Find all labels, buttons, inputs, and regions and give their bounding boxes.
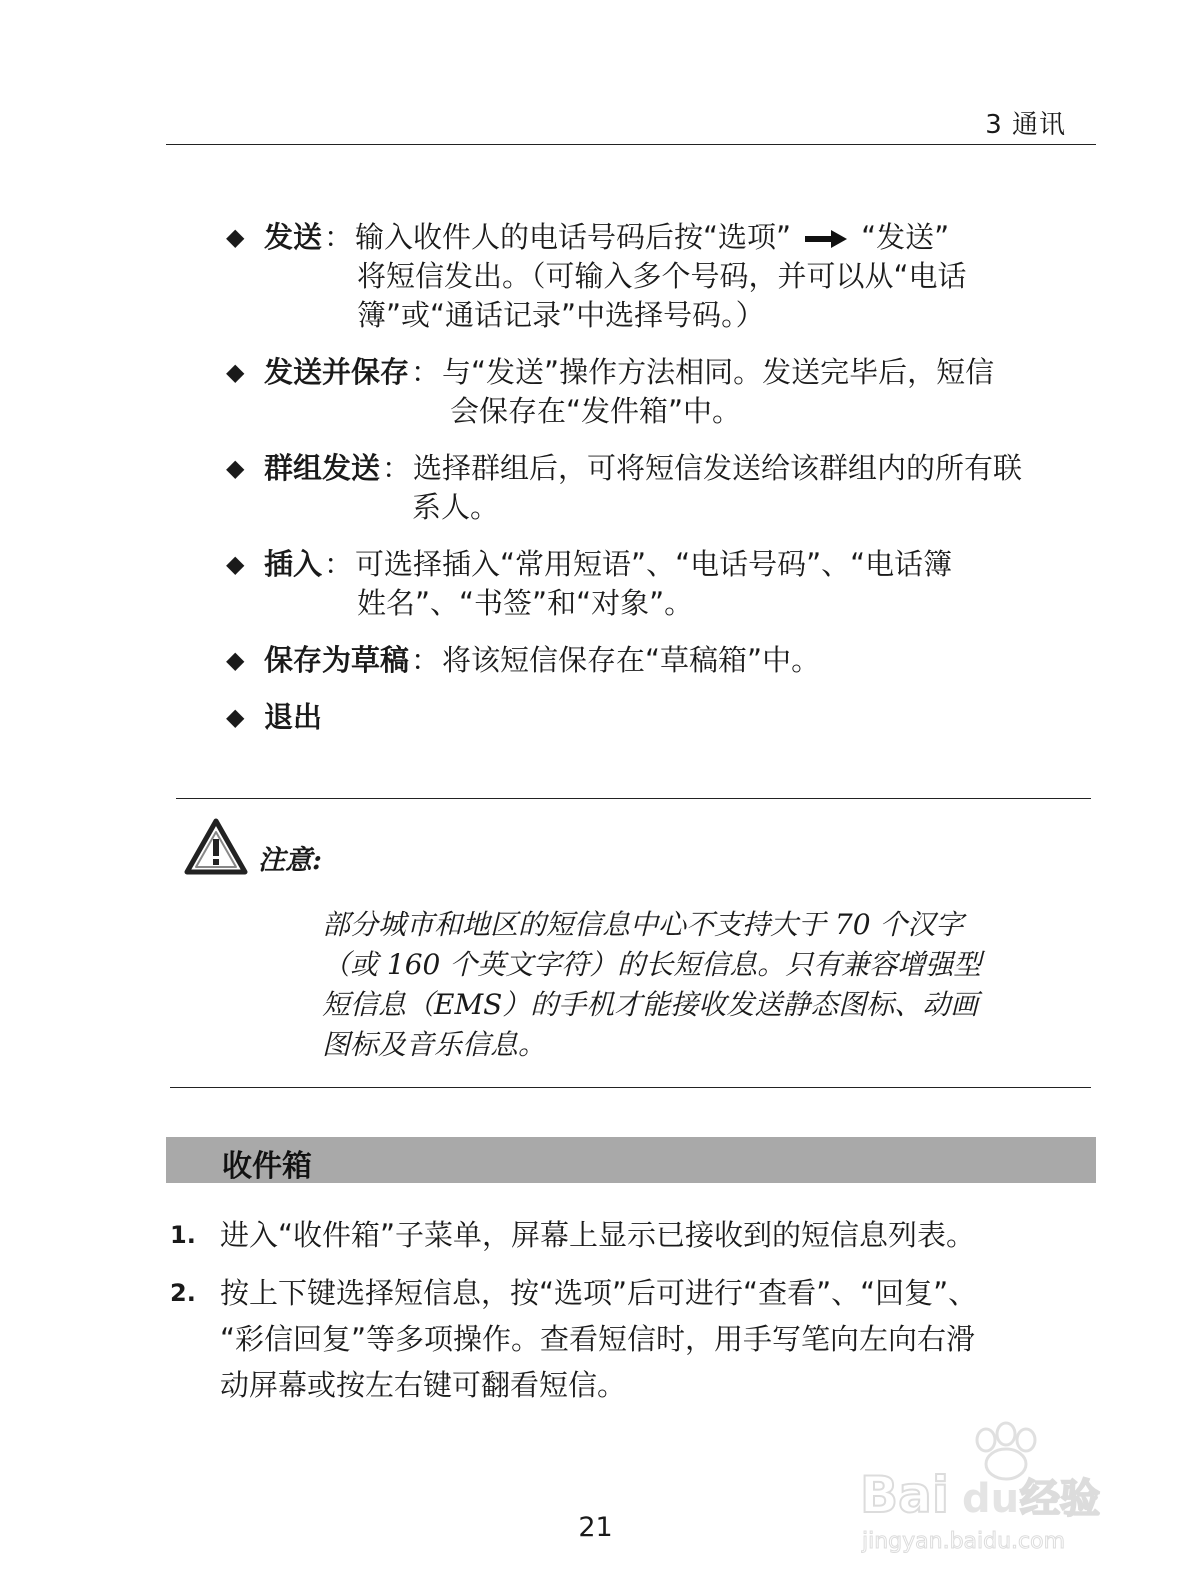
note-line: （或 160 个英文字符）的长短信息。只有兼容增强型 <box>322 948 982 981</box>
option-desc-line: 将短信发出。（可输入多个号码，并可以从“电话 <box>357 259 967 293</box>
option-desc: “发送” <box>861 220 950 254</box>
list-item-step-1 <box>170 1212 1090 1258</box>
option-term: 发送 <box>264 220 323 254</box>
option-desc-line: 簿”或“通话记录”中选择号码。） <box>357 298 765 332</box>
option-list <box>226 218 1096 737</box>
step-text <box>220 1212 1090 1258</box>
note-line: 短信息（EMS）的手机才能接收发送静态图标、动画 <box>322 988 979 1021</box>
option-desc: 可选择插入“常用短语”、“电话号码”、“电话簿 <box>355 547 953 581</box>
step-line: 进入“收件箱”子菜单，屏幕上显示已接收到的短信息列表。 <box>220 1218 976 1252</box>
page-number: 21 <box>578 1512 613 1543</box>
section-header-bar <box>166 1137 1096 1183</box>
diamond-bullet-icon: ◆ <box>226 646 245 674</box>
list-item-step-2 <box>170 1270 1090 1408</box>
list-item-send <box>226 218 1096 335</box>
svg-text:du: du <box>962 1476 1020 1522</box>
option-colon: ： <box>382 451 412 485</box>
step-line: “彩信回复”等多项操作。查看短信时，用手写笔向左向右滑 <box>220 1322 976 1356</box>
baidu-watermark-logo <box>850 1420 1140 1570</box>
diamond-bullet-icon: ◆ <box>226 223 245 251</box>
option-term: 群组发送 <box>264 451 381 485</box>
step-number: 2. <box>170 1279 196 1307</box>
diamond-bullet-icon: ◆ <box>226 358 245 386</box>
option-desc: 将该短信保存在“草稿箱”中。 <box>442 643 821 677</box>
note-body <box>322 905 1082 1065</box>
option-desc: 输入收件人的电话号码后按“选项” <box>355 220 792 254</box>
chapter-header: 3 通讯 <box>985 110 1066 140</box>
option-colon: ： <box>411 643 441 677</box>
diamond-bullet-icon: ◆ <box>226 550 245 578</box>
note-bottom-divider <box>170 1087 1091 1088</box>
option-colon: ： <box>324 220 354 254</box>
note-title: 注意: <box>258 845 322 876</box>
diamond-bullet-icon: ◆ <box>226 703 245 731</box>
option-desc: 选择群组后，可将短信发送给该群组内的所有联 <box>413 451 1023 485</box>
list-item-group-send <box>226 449 1096 527</box>
arrow-right-icon <box>805 230 847 248</box>
option-colon: ： <box>411 355 441 389</box>
option-term: 发送并保存 <box>264 355 410 389</box>
header-divider <box>166 144 1096 145</box>
step-number: 1. <box>170 1221 196 1249</box>
list-item-exit <box>226 698 1096 737</box>
note-line: 图标及音乐信息。 <box>322 1028 547 1061</box>
option-desc: 与“发送”操作方法相同。发送完毕后，短信 <box>442 355 995 389</box>
option-term: 插入 <box>264 547 323 581</box>
svg-text:经验: 经验 <box>1020 1476 1100 1522</box>
option-term: 保存为草稿 <box>264 643 410 677</box>
step-text <box>220 1270 1090 1408</box>
section-title: 收件箱 <box>222 1149 312 1184</box>
list-item-send-and-save <box>226 353 1096 431</box>
note-line: 部分城市和地区的短信息中心不支持大于 70 个汉字 <box>322 908 964 941</box>
list-item-save-draft <box>226 641 1096 680</box>
step-list <box>170 1212 1090 1420</box>
note-top-divider <box>176 798 1091 799</box>
step-line: 动屏幕或按左右键可翻看短信。 <box>220 1368 627 1402</box>
step-line: 按上下键选择短信息，按“选项”后可进行“查看”、“回复”、 <box>220 1276 978 1310</box>
option-colon: ： <box>324 547 354 581</box>
option-desc-line: 姓名”、“书签”和“对象”。 <box>357 586 694 620</box>
svg-text:Bai: Bai <box>860 1466 949 1524</box>
option-desc-line: 会保存在“发件箱”中。 <box>450 394 742 428</box>
warning-icon <box>184 818 248 876</box>
svg-text:jingyan.baidu.com: jingyan.baidu.com <box>862 1529 1066 1554</box>
option-term: 退出 <box>264 700 323 734</box>
option-desc-line: 系人。 <box>412 490 500 524</box>
list-item-insert <box>226 545 1096 623</box>
diamond-bullet-icon: ◆ <box>226 454 245 482</box>
